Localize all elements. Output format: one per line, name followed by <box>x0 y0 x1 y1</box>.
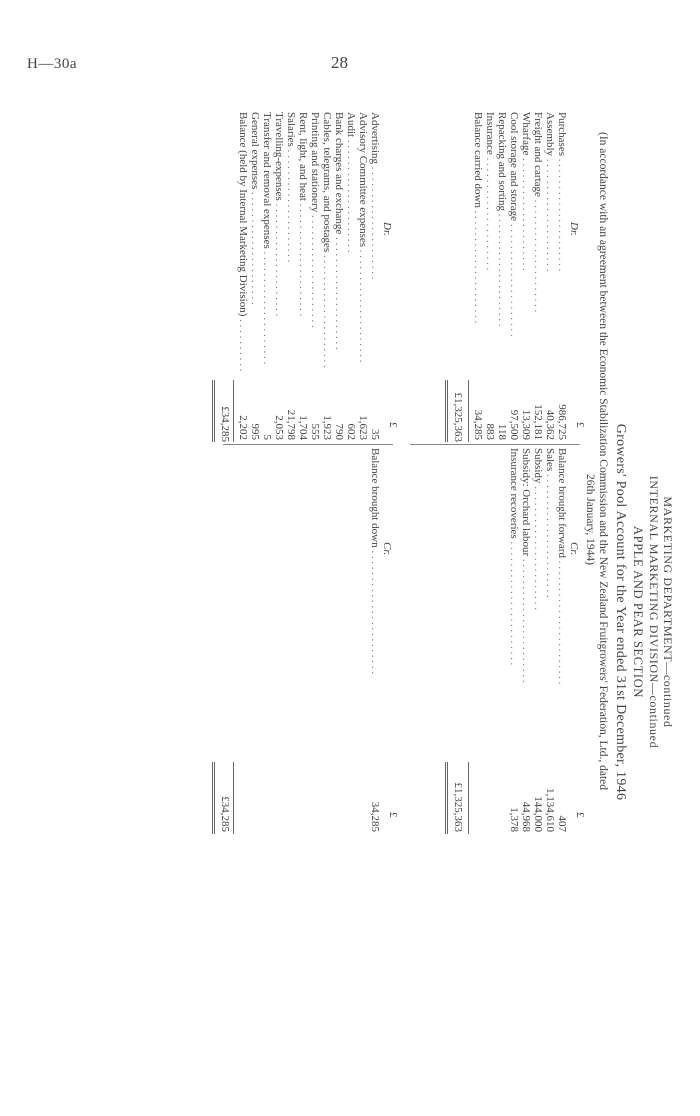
agreement-note: (In accordance with an agreement between the Economic Stabilization Commission and the New Zealand Fruitgrowers' Federation, Ltd., dated <box>597 132 609 790</box>
cr-heading: Cr. <box>568 542 580 556</box>
currency-symbol: £ <box>574 422 586 428</box>
dr-heading: Dr. <box>381 222 393 236</box>
total-double-rule <box>445 380 448 442</box>
debit-total: £34,285 <box>219 406 231 442</box>
page-number: 28 <box>331 53 348 72</box>
section-title: APPLE AND PEAR SECTION <box>631 526 645 698</box>
agreement-date: 26th January, 1944) <box>584 474 596 565</box>
currency-symbol: £ <box>387 812 399 818</box>
total-rule <box>468 380 469 442</box>
account-title: Growers' Pool Account for the Year ended 31st December, 1946 <box>613 423 628 801</box>
credit-total: £1,325,363 <box>452 782 464 832</box>
page-header-left: H—30a <box>27 56 77 72</box>
department-title: MARKETING DEPARTMENT—continued <box>661 496 675 728</box>
total-double-rule <box>212 762 215 834</box>
currency-symbol: £ <box>574 812 586 818</box>
rotated-page-content: MARKETING DEPARTMENT—continued INTERNAL MARKETING DIVISION—continued APPLE AND PEAR SECTION Growers' Pool Account for the Year ended 31st December, 1946 (In accordance with an agreement between the Economic Stabilization Commission and the New Zealand Fruitgrowers' Federation, Ltd., dated 26th January, 1944) Dr. Cr. £ £ Purchases . . 986,725 Assembly . . 40,362 Freight and cartage . . 152,181 Wharfage . . 13,309 Cool storage and storage . . 97,500 Repacking and sorting . . 118 Insurance . . 883 Balance carried down . . 34,285 £1,325,363 Balance brought forward . . 407 Sales . . 1,134,610 Subsidy . . 144,000 Subsidy: Orchard labour . . 44,968 Insurance recoveries . . 1,378 £1,325,363 Dr. Cr. £ £ Advertising . . 35 Advisory Committee expenses . . 1,623 Audit . . 602 Bank charges and exchange . . 790 Cables, telegrams, and postages . . 1,923 Printing and stationery . . 555 Rent, light, and heat . . 1,704 Salaries . . 21,798 Travelling-expenses . . 2,053 Transfer and removal expenses . . 5 General expenses . . 995 Balance (held by Internal Marketing Division) . . 2,202 £34,285 Balance brought down . . 34,285 £34,285 <box>225 112 675 1112</box>
division-title: INTERNAL MARKETING DIVISION—continued <box>647 475 661 749</box>
debit-total: £1,325,363 <box>452 392 464 442</box>
credit-total: £34,285 <box>219 796 231 832</box>
total-double-rule <box>212 380 215 442</box>
dr-heading: Dr. <box>568 222 580 236</box>
column-divider <box>223 444 393 445</box>
total-double-rule <box>445 762 448 834</box>
cr-heading: Cr. <box>381 542 393 556</box>
total-rule <box>468 762 469 834</box>
total-rule <box>233 380 234 442</box>
column-divider <box>410 444 580 445</box>
total-rule <box>233 762 234 834</box>
currency-symbol: £ <box>387 422 399 428</box>
